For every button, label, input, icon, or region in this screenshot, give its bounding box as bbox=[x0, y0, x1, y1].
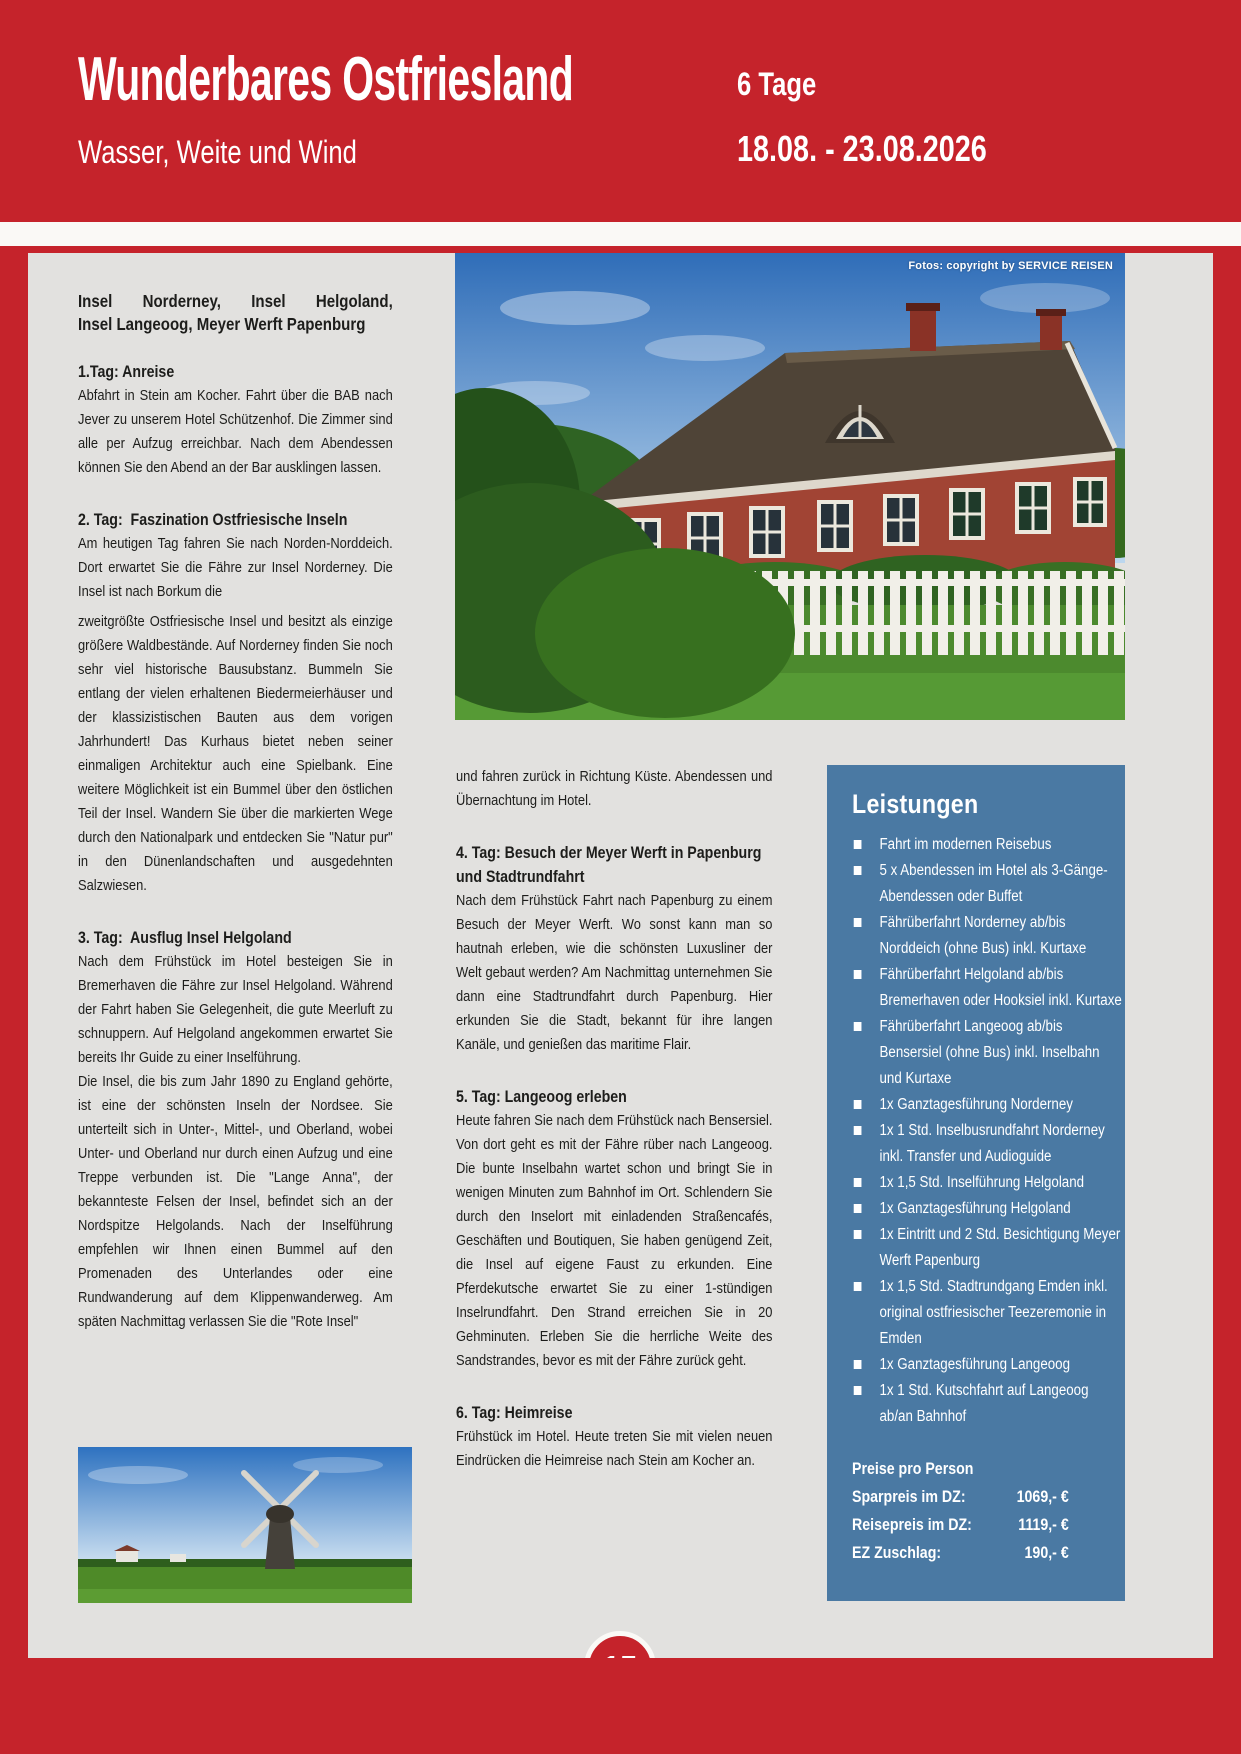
bullet-square-icon bbox=[854, 840, 862, 849]
price-block bbox=[852, 1456, 1069, 1567]
day-body: Nach dem Frühstück im Hotel besteigen Sie in Bremerhaven die Fähre zur Insel Helgoland. Während der Fahrt haben Sie Gelegenheit, die gute Meerluft zu schnuppern. Auf Helgoland angekommen erwartet Sie bereits Ihr Guide zu einer Inselführung. bbox=[78, 953, 393, 1066]
list-item bbox=[852, 1092, 1122, 1118]
price-label: EZ Zuschlag: bbox=[852, 1544, 942, 1562]
day-body: Abfahrt in Stein am Kocher. Fahrt über die BAB nach Jever zu unserem Hotel Schützenhof. Die Zimmer sind alle per Aufzug erreichbar. Nach dem Abendessen können Sie den Abend an der Bar ausklingen lassen. bbox=[78, 387, 393, 476]
day-title: 6. Tag: Heimreise bbox=[456, 1404, 573, 1422]
day-body: zweitgrößte Ostfriesische Insel und besitzt als einzige größere Waldbestände. Auf Norderney finden Sie noch sehr viel historische Bausubstanz. Bummeln Sie entlang der vielen erhaltenen Biedermeierhäuser und der klassizistischen Bauten aus dem vorigen Jahrhundert! Das Kurhaus bietet neben seiner einmaligen Architektur auch eine Spielbank. Eine weitere Möglichkeit ist ein Bummel über den östlichen Teil der Insel. Wandern Sie über die markierten Wege durch den Nationalpark und entdecken Sie "Natur pur" in den Dünenlandschaften und ausgedehnten Salzwiesen. bbox=[78, 613, 393, 894]
bullet-square-icon bbox=[854, 1204, 862, 1213]
leistungen-item: 1x Ganztagesführung Langeoog bbox=[879, 1356, 1070, 1373]
leistungen-item: Fährüberfahrt Langeoog ab/bis Bensersiel (ohne Bus) inkl. Inselbahn und Kurtaxe bbox=[879, 1018, 1100, 1087]
price-value: 190,- € bbox=[1024, 1544, 1069, 1562]
list-item bbox=[852, 962, 1122, 1014]
day-3-continuation: und fahren zurück in Richtung Küste. Abendessen und Übernachtung im Hotel. bbox=[456, 768, 773, 809]
trip-duration: 6 Tage bbox=[737, 66, 817, 102]
price-label: Reisepreis im DZ: bbox=[852, 1516, 972, 1534]
intro-heading-line1: Insel Norderney, Insel Helgoland, bbox=[78, 291, 393, 311]
day-body: Am heutigen Tag fahren Sie nach Norden-Norddeich. Dort erwartet Sie die Fähre zur Insel Norderney. Die Insel ist nach Borkum die bbox=[78, 535, 393, 600]
price-heading: Preise pro Person bbox=[852, 1460, 974, 1478]
bullet-square-icon bbox=[854, 1282, 862, 1291]
day-section-4 bbox=[456, 841, 772, 1057]
day-body: Heute fahren Sie nach dem Frühstück nach Bensersiel. Von dort geht es mit der Fähre rüber nach Langeoog. Die bunte Inselbahn wartet schon und bringt Sie in wenigen Minuten zum Bahnhof im Ort. Schlendern Sie durch den Inselort mit einladenden Straßencafés, Geschäften und Boutiquen, Sie haben genügend Zeit, die Insel auf eigene Faust zu erkunden. Eine Pferdekutsche erwartet Sie zu einer 1-stündigen Inselrundfahrt. Den Strand erreichen Sie in 20 Gehminuten. Erleben Sie die herrliche Weite des Sandstrandes, bevor es mit der Fähre zurück geht. bbox=[456, 1112, 773, 1369]
windmill-illustration bbox=[78, 1447, 412, 1603]
farmhouse-photo bbox=[455, 253, 1125, 720]
bullet-square-icon bbox=[854, 866, 862, 875]
day-body: Die Insel, die bis zum Jahr 1890 zu England gehörte, ist eine der schönsten Inseln der Nordsee. Sie unterteilt sich in Unter-, Mittel-, und Oberland, wobei Unter- und Oberland nur durch einen Aufzug und eine Treppe verbunden ist. Die "Lange Anna", der bekannteste Felsen der Insel, befindet sich an der Nordspitze Helgolands. Nach der Inselführung empfehlen wir Ihnen einen Bummel auf den Promenaden des Unterlandes oder eine Rundwanderung auf dem Klippenwanderweg. Am späten Nachmittag verlassen Sie die "Rote Insel" bbox=[78, 1073, 393, 1330]
windmill-photo bbox=[78, 1447, 412, 1603]
price-value: 1119,- € bbox=[1018, 1516, 1069, 1534]
bullet-square-icon bbox=[854, 1386, 862, 1395]
farmhouse-illustration bbox=[455, 253, 1125, 720]
trip-dates: 18.08. - 23.08.2026 bbox=[737, 128, 987, 169]
day-title: 5. Tag: Langeoog erleben bbox=[456, 1088, 627, 1106]
leistungen-item: 1x Ganztagesführung Norderney bbox=[879, 1096, 1073, 1113]
day-section-2 bbox=[78, 508, 393, 898]
list-item bbox=[852, 1170, 1122, 1196]
price-row bbox=[852, 1511, 1069, 1539]
bullet-square-icon bbox=[854, 1360, 862, 1369]
price-row bbox=[852, 1483, 1069, 1511]
leistungen-item: 1x 1,5 Std. Stadtrundgang Emden inkl. original ostfriesischer Teezeremonie in Emden bbox=[879, 1278, 1108, 1347]
middle-column bbox=[456, 720, 772, 1473]
bullet-square-icon bbox=[854, 1022, 862, 1031]
leistungen-title: Leistungen bbox=[852, 789, 979, 819]
page-title: Wunderbares Ostfriesland bbox=[78, 45, 574, 114]
page-subtitle: Wasser, Weite und Wind bbox=[78, 134, 357, 170]
day-title: 2. Tag: Faszination Ostfriesische Inseln bbox=[78, 511, 348, 529]
bullet-square-icon bbox=[854, 1178, 862, 1187]
day-section-6 bbox=[456, 1401, 772, 1473]
day-section-5 bbox=[456, 1085, 772, 1373]
photo-credit: Fotos: copyright by SERVICE REISEN bbox=[908, 260, 1113, 272]
footer-band bbox=[0, 1658, 1241, 1754]
day-body: Frühstück im Hotel. Heute treten Sie mit vielen neuen Eindrücken die Heimreise nach Stein am Kocher an. bbox=[456, 1428, 773, 1469]
bullet-square-icon bbox=[854, 918, 862, 927]
price-value: 1069,- € bbox=[1016, 1488, 1069, 1506]
leistungen-item: 1x 1,5 Std. Inselführung Helgoland bbox=[879, 1174, 1085, 1191]
day-section-1 bbox=[78, 360, 393, 480]
day-body: Nach dem Frühstück Fahrt nach Papenburg zu einem Besuch der Meyer Werft. Wo sonst kann man so hautnah erleben, wie die schönsten Luxusliner der Welt gebaut werden? Am Nachmittag unternehmen Sie dann eine Stadtrundfahrt durch Papenburg. Hier erkunden Sie die Stadt, bekannt für ihre langen Kanäle, und genießen das maritime Flair. bbox=[456, 892, 773, 1053]
bullet-square-icon bbox=[854, 1100, 862, 1109]
leistungen-item: 5 x Abendessen im Hotel als 3-Gänge-Abendessen oder Buffet bbox=[879, 862, 1108, 905]
leistungen-item: Fahrt im modernen Reisebus bbox=[879, 836, 1052, 853]
leistungen-item: 1x Ganztagesführung Helgoland bbox=[879, 1200, 1071, 1217]
content-area bbox=[28, 253, 1213, 1658]
bullet-square-icon bbox=[854, 1230, 862, 1239]
list-item bbox=[852, 1274, 1122, 1352]
price-label: Sparpreis im DZ: bbox=[852, 1488, 966, 1506]
leistungen-box bbox=[827, 765, 1125, 1601]
leistungen-item: Fährüberfahrt Helgoland ab/bis Bremerhaven oder Hooksiel inkl. Kurtaxe bbox=[879, 966, 1122, 1009]
day-section-3 bbox=[78, 926, 393, 1334]
list-item bbox=[852, 858, 1122, 910]
list-item bbox=[852, 1196, 1122, 1222]
intro-heading bbox=[78, 290, 393, 336]
left-column bbox=[78, 253, 393, 1334]
list-item bbox=[852, 910, 1122, 962]
day-title: 3. Tag: Ausflug Insel Helgoland bbox=[78, 929, 292, 947]
leistungen-item: 1x 1 Std. Inselbusrundfahrt Norderney inkl. Transfer und Audioguide bbox=[879, 1122, 1105, 1165]
list-item bbox=[852, 832, 1122, 858]
leistungen-item: 1x 1 Std. Kutschfahrt auf Langeoog ab/an Bahnhof bbox=[879, 1382, 1089, 1425]
intro-heading-line2: Insel Langeoog, Meyer Werft Papenburg bbox=[78, 314, 366, 334]
list-item bbox=[852, 1014, 1122, 1092]
bullet-square-icon bbox=[854, 1126, 862, 1135]
list-item bbox=[852, 1222, 1122, 1274]
header-divider bbox=[0, 222, 1241, 246]
leistungen-item: Fährüberfahrt Norderney ab/bis Norddeich (ohne Bus) inkl. Kurtaxe bbox=[879, 914, 1087, 957]
day-title: 4. Tag: Besuch der Meyer Werft in Papenburg und Stadtrundfahrt bbox=[456, 844, 766, 886]
leistungen-item: 1x Eintritt und 2 Std. Besichtigung Meyer Werft Papenburg bbox=[879, 1226, 1121, 1269]
price-row bbox=[852, 1539, 1069, 1567]
day-title: 1.Tag: Anreise bbox=[78, 363, 175, 381]
bullet-square-icon bbox=[854, 970, 862, 979]
header-band bbox=[0, 0, 1241, 222]
leistungen-content bbox=[852, 789, 1122, 1567]
list-item bbox=[852, 1118, 1122, 1170]
list-item bbox=[852, 1352, 1122, 1378]
list-item bbox=[852, 1378, 1122, 1430]
leistungen-list bbox=[852, 832, 1122, 1430]
